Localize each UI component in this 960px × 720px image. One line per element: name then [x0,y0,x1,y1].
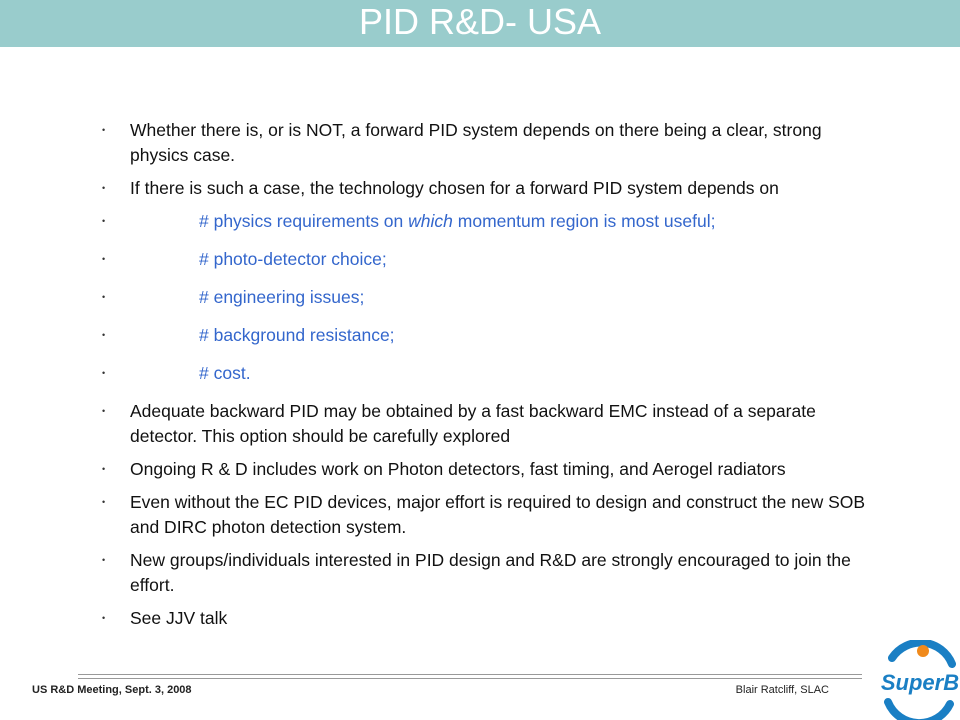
footer-divider [78,674,862,675]
bullet-text: Ongoing R & D includes work on Photon detectors, fast timing, and Aerogel radiators [130,459,786,479]
bullet-marker: • [102,497,106,507]
superb-logo-icon [874,640,960,720]
sub-bullet-item [102,209,882,234]
bullet-marker: • [102,216,106,226]
bullet-text: Even without the EC PID devices, major effort is required to design and construct the new SOB and DIRC photon detection system. [130,492,866,537]
sub-bullet-item [102,361,882,386]
footer-meeting-info: US R&D Meeting, Sept. 3, 2008 [32,684,192,696]
bullet-marker: • [102,368,106,378]
bullet-text: If there is such a case, the technology chosen for a forward PID system depends on [130,178,779,198]
bullet-marker: • [102,292,106,302]
bullet-marker: • [102,183,106,193]
sub-bullet-text: # engineering issues; [199,287,365,307]
bullet-marker: • [102,613,106,623]
sub-bullet-text: # physics requirements on which momentum region is most useful; [199,211,716,231]
bullet-text: New groups/individuals interested in PID design and R&D are strongly encouraged to join the effort. [130,550,851,595]
bullet-item [102,176,882,201]
bullet-marker: • [102,406,106,416]
sub-bullet-text: # photo-detector choice; [199,249,387,269]
slide-title: PID R&D- USA [358,1,602,42]
bullet-marker: • [102,464,106,474]
bullet-text: Whether there is, or is NOT, a forward PID system depends on there being a clear, strong physics case. [130,120,822,165]
bullet-item [102,606,882,631]
bullet-marker: • [102,330,106,340]
bullet-marker: • [102,254,106,264]
bullet-item [102,548,882,598]
bullet-item [102,490,882,540]
sub-bullet-item [102,247,882,272]
logo-wordmark: SuperB [880,670,960,695]
bullet-list [102,118,882,639]
sub-bullet-text: # cost. [199,363,251,383]
footer-author: Blair Ratcliff, SLAC [735,684,829,696]
bullet-item [102,118,882,168]
bullet-text: See JJV talk [130,608,228,628]
sub-bullet-item [102,285,882,310]
bullet-item [102,399,882,449]
bullet-item [102,457,882,482]
bullet-marker: • [102,125,106,135]
footer-divider [78,678,862,679]
bullet-marker: • [102,555,106,565]
sub-bullet-item [102,323,882,348]
sub-bullet-text: # background resistance; [199,325,395,345]
bullet-text: Adequate backward PID may be obtained by a fast backward EMC instead of a separate detector. This option should be carefully explored [130,401,816,446]
